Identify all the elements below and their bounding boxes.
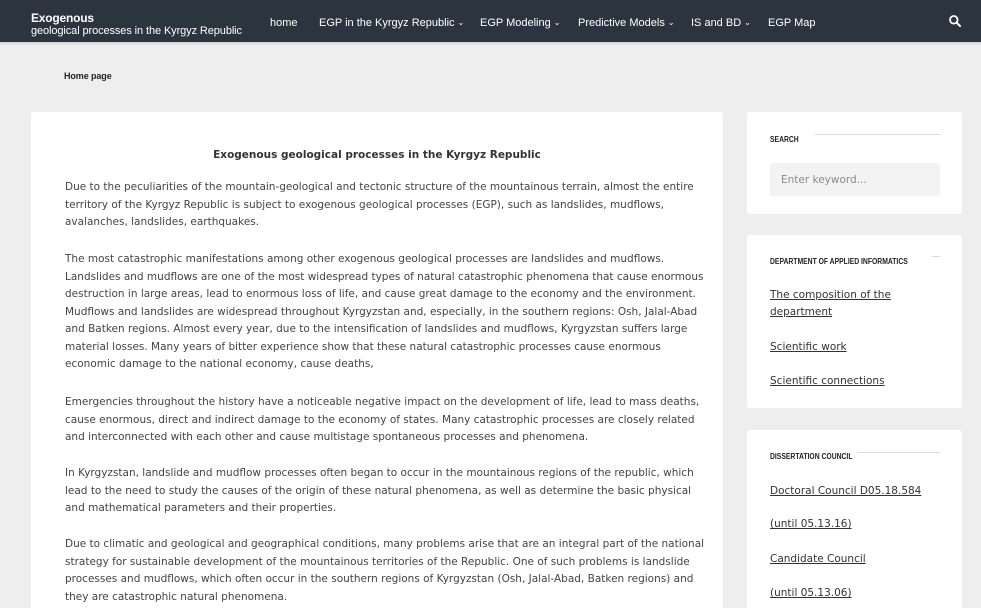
search-widget xyxy=(747,112,962,214)
article-paragraph: Due to the peculiarities of the mountain-geological and tectonic structure of the mountainous terrain, almost the entire territory of the Kyrgyz Republic is subject to exogenous geological processes (EGP), such as landslides, mudflows, avalanches, landslides, earthquakes. xyxy=(65,181,694,228)
article-paragraph: Emergencies throughout the history have a noticeable negative impact on the development of life, lead to mass deaths, cause enormous, direct and indirect damage to the economy of states. Many catastrophic processes are closely related and interconnected with each other and cause multistage spontaneous processes and phenomena. xyxy=(65,396,700,443)
link-doctoral-council-specialty[interactable]: (until 05.13.16) xyxy=(770,518,852,530)
nav-label: EGP Map xyxy=(768,17,816,29)
nav-item-egp-map[interactable] xyxy=(768,17,816,29)
site-brand[interactable] xyxy=(31,12,242,38)
nav-label: IS and BD xyxy=(691,17,742,29)
article-title: Exogenous geological processes in the Kyrgyz Republic xyxy=(213,149,541,161)
nav-item-home[interactable] xyxy=(270,17,298,29)
site-subtitle[interactable]: geological processes in the Kyrgyz Republic xyxy=(31,25,242,37)
search-icon[interactable] xyxy=(948,14,962,28)
nav-item-predictive-models[interactable] xyxy=(578,17,675,29)
site-title[interactable]: Exogenous xyxy=(31,11,94,25)
link-scientific-connections[interactable]: Scientific connections xyxy=(770,375,885,387)
top-navbar xyxy=(0,0,981,42)
link-doctoral-council[interactable]: Doctoral Council D05.18.584 xyxy=(770,485,922,497)
chevron-down-icon: ⌄ xyxy=(457,18,465,27)
nav-item-is-bd[interactable] xyxy=(691,17,751,29)
nav-label: Predictive Models xyxy=(578,17,665,29)
widget-divider xyxy=(815,134,940,135)
breadcrumb[interactable]: Home page xyxy=(64,71,112,81)
link-candidate-council[interactable]: Candidate Council xyxy=(770,553,866,565)
dissertation-council-widget xyxy=(747,430,962,608)
link-scientific-work[interactable]: Scientific work xyxy=(770,341,847,353)
widget-heading: DEPARTMENT OF APPLIED INFORMATICS xyxy=(770,257,908,266)
nav-label: home xyxy=(270,17,298,29)
article-paragraph: In Kyrgyzstan, landslide and mudflow processes often began to occur in the mountainous regions of the republic, which lead to the need to study the causes of the origin of these natural phenomena, as well as determine the basic physical and mathematical parameters and their properties. xyxy=(65,467,694,514)
nav-label: EGP in the Kyrgyz Republic xyxy=(319,17,455,29)
nav-item-egp-modeling[interactable] xyxy=(480,17,560,29)
widget-divider xyxy=(932,256,940,257)
widget-divider xyxy=(857,452,940,453)
header-shadow xyxy=(0,42,981,46)
widget-heading: DISSERTATION COUNCIL xyxy=(770,452,853,461)
widget-heading: SEARCH xyxy=(770,135,799,144)
nav-label: EGP Modeling xyxy=(480,17,551,29)
article-paragraph: Due to climatic and geological and geographical conditions, many problems arise that are an integral part of the national strategy for sustainable development of the mountainous territories of the Republic. One of such problems is landslide processes and mudflows, which often occur in the southern regions of Kyrgyzstan (Osh, Jalal-Abad, Batken regions) and they are catastrophic natural phenomena. xyxy=(65,538,705,603)
chevron-down-icon: ⌄ xyxy=(553,18,561,27)
article-card xyxy=(31,112,723,608)
nav-item-egp-kyrgyz[interactable] xyxy=(319,17,464,29)
link-department-composition[interactable]: The composition of the department xyxy=(770,289,891,318)
link-candidate-council-specialty[interactable]: (until 05.13.06) xyxy=(770,587,852,599)
department-widget xyxy=(747,235,962,408)
chevron-down-icon: ⌄ xyxy=(667,18,675,27)
chevron-down-icon: ⌄ xyxy=(744,18,751,27)
search-input[interactable] xyxy=(770,163,940,196)
article-paragraph: The most catastrophic manifestations among other exogenous geological processes are landslides and mudflows. Landslides and mudflows are one of the most widespread types of natural catastrophic phenomena that cause enormous destruction in large areas, lead to enormous loss of life, and cause great damage to the economy and the environment. Mudflows and landslides are widespread throughout Kyrgyzstan and, especially, in the southern regions: Osh, Jalal-Abad and Batken regions. Almost every year, due to the intensification of landslides and mudflows, Kyrgyzstan suffers large material losses. Many years of bitter experience show that these natural catastrophic processes cause enormous economic damage to the national economy, cause deaths, xyxy=(65,253,704,370)
